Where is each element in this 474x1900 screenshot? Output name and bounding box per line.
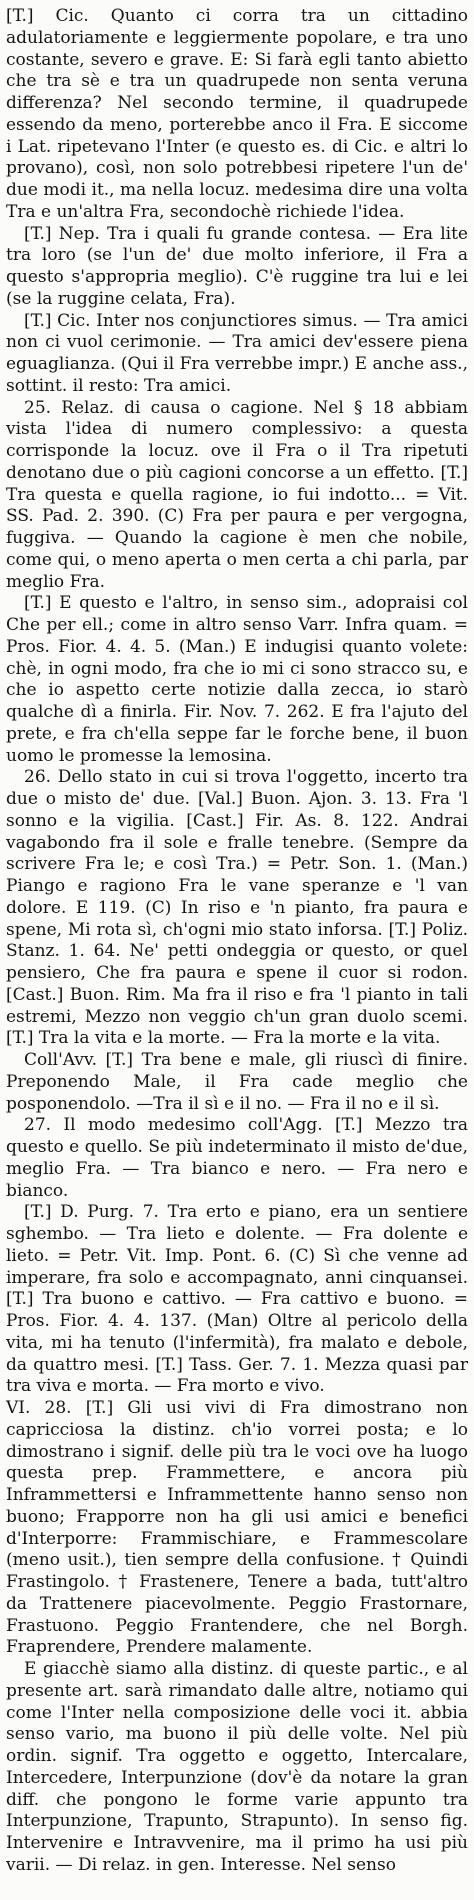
paragraph: 27. Il modo medesimo coll'Agg. [T.] Mezzo tra questo e quello. Se più indeterminato il misto de'due, meglio Fra. — Tra bianco e nero. — Fra nero e bianco.	[6, 1115, 468, 1201]
paragraph: [T.] Cic. Quanto ci corra tra un cittadino adulatoriamente e leggiermente popolare, e tra uno costante, severo e grave. E: Si farà egli tanto abietto che tra sè e tra un quadrupede non senta veruna differenza? Nel secondo termine, il quadrupede essendo da meno, porterebbe anco il Fra. E siccome i Lat. ripetevano l'Inter (e questo es. di Cic. e altri lo provano), così, non solo potrebbesi ripetere l'un de' due modi it., ma nella locuz. medesima dire una volta Tra e un'altra Fra, secondochè richiede l'idea.	[6, 6, 468, 222]
paragraph: [T.] Cic. Inter nos conjunctiores simus. — Tra amici non ci vuol cerimonie. — Tra amici dev'essere piena eguaglianza. (Qui il Fra verrebbe impr.) E anche ass., sottint. il resto: Tra amici.	[6, 310, 468, 396]
paragraph: [T.] Nep. Tra i quali fu grande contesa. — Era lite tra loro (se l'un de' due molto inferiore, il Fra a questo s'appropria meglio). C'è ruggine tra lui e lei (se la ruggine celata, Fra).	[6, 223, 468, 309]
paragraph: Coll'Avv. [T.] Tra bene e male, gli riuscì di finire. Preponendo Male, il Fra cade meglio che posponendolo. —Tra il sì e il no. — Fra il no e il sì.	[6, 1050, 468, 1114]
paragraph: 26. Dello stato in cui si trova l'oggetto, incerto tra due o misto de' due. [Val.] Buon. Ajon. 3. 13. Fra 'l sonno e la vigilia. [Cast.] Fir. As. 8. 122. Andrai vagabondo fra il sole e fralle tenebre. (Sempre da scrivere Fra le; e così Tra.) = Petr. Son. 1. (Man.) Piango e ragiono Fra le vane speranze e 'l van dolore. E 119. (C) In riso e 'n pianto, fra paura e spene, Mi rota sì, ch'ogni mio stato inforsa. [T.] Poliz. Stanz. 1. 64. Ne' petti ondeggia or questo, or quel pensiero, Che fra paura e spene il cuor si rodon. [Cast.] Buon. Rim. Ma fra il riso e fra 'l pianto in tali estremi, Mezzo non veggio ch'un gran duolo scemi. [T.] Tra la vita e la morte. — Fra la morte e la vita.	[6, 767, 468, 1049]
paragraph: [T.] D. Purg. 7. Tra erto e piano, era un sentiere sghembo. — Tra lieto e dolente. — Fra dolente e lieto. = Petr. Vit. Imp. Pont. 6. (C) Sì che venne ad imperare, fra solo e accompagnato, anni cinquansei. [T.] Tra buono e cattivo. — Fra cattivo e buono. = Pros. Fior. 4. 4. 137. (Man) Oltre al pericolo della vita, mi ha tenuto (l'infermità), fra malato e debole, da quattro mesi. [T.] Tass. Ger. 7. 1. Mezza quasi par tra viva e morta. — Fra morto e vivo.	[6, 1202, 468, 1397]
paragraph: 25. Relaz. di causa o cagione. Nel § 18 abbiam vista l'idea di numero complessivo: a questa corrisponde la locuz. ove il Fra o il Tra ripetuti denotano due o più cagioni concorse a un effetto. [T.] Tra questa e quella ragione, io fui indotto... = Vit. SS. Pad. 2. 390. (C) Fra per paura e per vergogna, fuggiva. — Quando la cagione è men che nobile, come qui, o meno aperta o men certa a chi parla, par meglio Fra.	[6, 397, 468, 592]
paragraph: VI. 28. [T.] Gli usi vivi di Fra dimostrano non capricciosa la distinz. ch'io vorrei posta; e lo dimostrano i signif. delle più tra le voci ove ha luogo questa prep. Frammettere, e ancora più Inframmettersi e Inframmettente hanno senso non buono; Frapporre non ha gli usi amici e benefici d'Interporre: Frammischiare, e Frammescolare (meno usit.), tien sempre della confusione. † Quindi Frastingolo. † Frastenere, Tenere a bada, tutt'altro da Trattenere piacevolmente. Peggio Frastornare, Frastuono. Peggio Frantendere, che nel Borgh. Fraprendere, Prendere malamente.	[6, 1398, 468, 1658]
text-column	[6, 6, 468, 1877]
paragraph: E giacchè siamo alla distinz. di queste partic., e al presente art. sarà rimandato dalle altre, notiamo qui come l'Inter nella composizione delle voci it. abbia senso vario, ma buono il più delle volte. Nel più ordin. signif. Tra oggetto e oggetto, Intercalare, Intercedere, Interpunzione (dov'è da notare la gran diff. che pongono le forme varie appunto tra Interpunzione, Trapunto, Strapunto). In senso fig. Intervenire e Intravvenire, ma il primo ha usi più varii. — Di relaz. in gen. Interesse. Nel senso	[6, 1659, 468, 1875]
paragraph: [T.] E questo e l'altro, in senso sim., adopraisi col Che per ell.; come in altro senso Varr. Infra quam. = Pros. Fior. 4. 4. 5. (Man.) E indugisi quanto volete: chè, in ogni modo, fra che io mi ci sono stracco su, e che io aspetto certe notizie dalla zecca, io starò qualche dì a finirla. Fir. Nov. 7. 262. E fra l'ajuto del prete, e fra ch'ella seppe far le forche bene, il buon uomo le promesse la lemosina.	[6, 593, 468, 766]
